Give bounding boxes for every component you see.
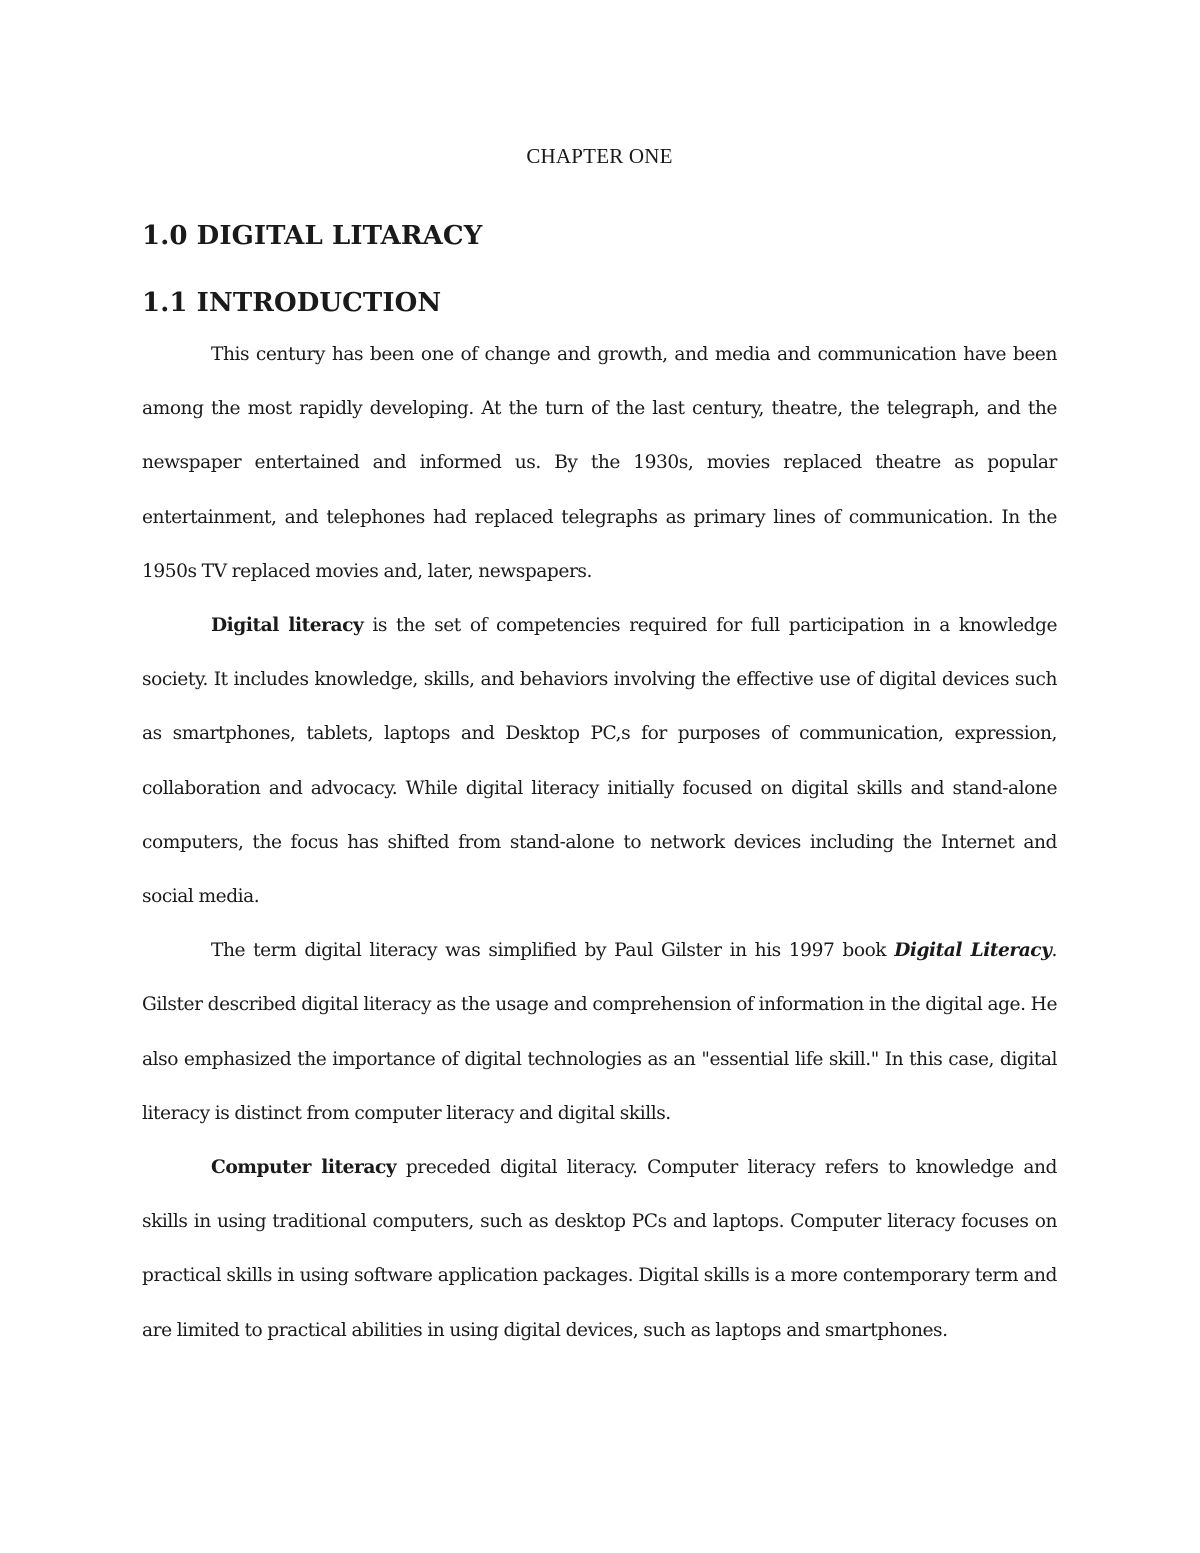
term-digital-literacy: Digital literacy [211,615,364,637]
paragraph-2 [142,599,1057,924]
paragraph-2-text: is the set of competencies required for full participation in a knowledge society. It includes knowledge, skills, and behaviors involving the effective use of digital devices such as smartphones, tablets, laptops and Desktop PC,s for purposes of communication, expression, collaboration and advocacy. While digital literacy initially focused on digital skills and stand-alone computers, the focus has shifted from stand-alone to network devices including the Internet and social media. [142,615,1057,908]
term-computer-literacy: Computer literacy [211,1157,397,1179]
body-text [142,328,1057,1358]
paragraph-1-text: This century has been one of change and growth, and media and communication have been among the most rapidly developing. At the turn of the last century, theatre, the telegraph, and the newspaper entertained and informed us. By the 1930s, movies replaced theatre as popular entertainment, and telephones had replaced telegraphs as primary lines of communication. In the 1950s TV replaced movies and, later, newspapers. [142,344,1057,582]
book-title: Digital Literacy [894,940,1052,962]
paragraph-3-text-after: . Gilster described digital literacy as the usage and comprehension of information in the digital age. He also emphasized the importance of digital technologies as an "essential life skill." In this case, digital literacy is distinct from computer literacy and digital skills. [142,940,1057,1124]
paragraph-3-text-before: The term digital literacy was simplified by Paul Gilster in his 1997 book [211,940,895,962]
paragraph-4 [142,1141,1057,1358]
heading-digital-literacy: 1.0 DIGITAL LITARACY [142,221,483,251]
paragraph-3 [142,924,1057,1141]
paragraph-4-text: preceded digital literacy. Computer literacy refers to knowledge and skills in using traditional computers, such as desktop PCs and laptops. Computer literacy focuses on practical skills in using software application packages. Digital skills is a more contemporary term and are limited to practical abilities in using digital devices, such as laptops and smartphones. [142,1157,1057,1341]
heading-introduction: 1.1 INTRODUCTION [142,288,442,318]
chapter-label: CHAPTER ONE [526,144,673,168]
paragraph-1 [142,328,1057,599]
